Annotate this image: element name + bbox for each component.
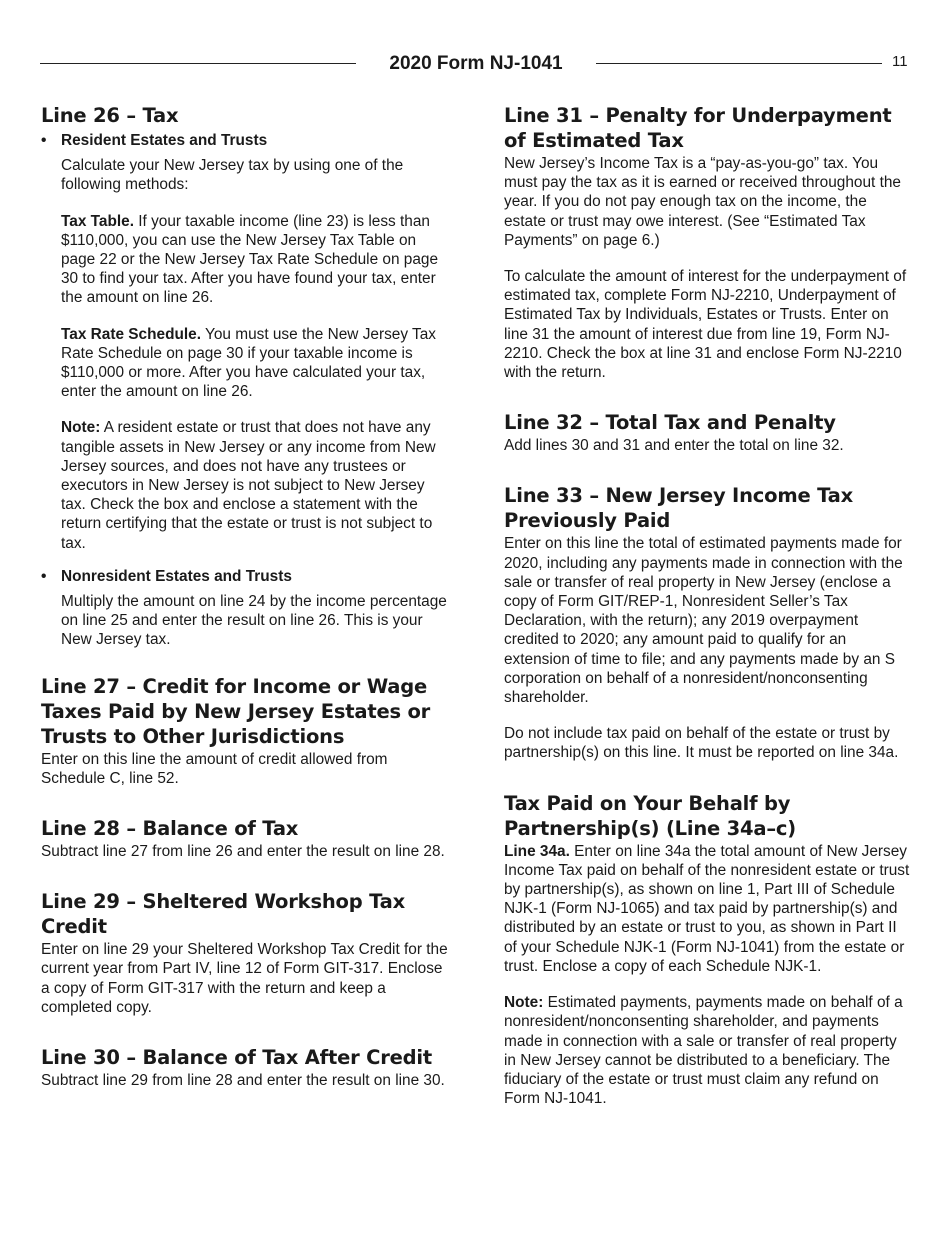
section-line-26 — [41, 103, 449, 650]
line-31-heading: Line 31 – Penalty for Underpayment of Estimated Tax — [504, 104, 892, 152]
tax-rate-label: Tax Rate Schedule. — [61, 325, 201, 343]
line-33-paragraph-2: Do not include tax paid on behalf of the estate or trust by partnership(s) on this line. It must be reported on line 34a. — [504, 725, 899, 762]
section-line-28 — [41, 816, 449, 861]
line-31-paragraph-1: New Jersey’s Income Tax is a “pay-as-you-go” tax. You must pay the tax as it is earned or received throughout the year. If you do not pay enough tax on the income, the estate or trust may owe interest. (See “Estimated Tax Payments” on page 6.) — [504, 155, 901, 249]
tax-table-label: Tax Table. — [61, 212, 134, 230]
note-text: A resident estate or trust that does not have any tangible assets in New Jersey or any income from New Jersey sources, and does not have any trustees or executors in New Jersey is not subject to New Jersey tax. Check the box and enclose a statement with the return certifying that the estate or trust is not subject to tax. — [61, 419, 436, 552]
header-rule-right — [596, 63, 882, 64]
page-header — [0, 52, 950, 80]
page-number: 11 — [892, 53, 908, 70]
line-31-paragraph-2: To calculate the amount of interest for the underpayment of estimated tax, complete Form NJ-2210, Underpayment of Estimated Tax by Individuals, Estates or Trusts. Enter on line 31 the amount of interest due from line 19, Form NJ-2210. Check the box at line 31 and enclose Form NJ-2210 with the return. — [504, 268, 907, 382]
right-column — [504, 103, 912, 1136]
line-33-heading: Line 33 – New Jersey Income Tax Previously Paid — [504, 484, 853, 533]
resident-note-paragraph — [61, 418, 449, 552]
note-label: Note: — [61, 419, 101, 437]
nonresident-estates-title: Nonresident Estates and Trusts — [61, 567, 292, 585]
line-34a-text: Enter on line 34a the total amount of New Jersey Income Tax paid on behalf of the nonresident estate or trust by partnership(s), as shown on line 1, Part III of Schedule NJK-1 (Form NJ-1065) and tax paid by partnership(s) and distributed by an estate or trust to you, as shown in Part II of your Schedule NJK-1 (Form NJ-1041) from the estate or trust. Enclose a copy of each Schedule NJK-1. — [504, 842, 910, 975]
resident-intro: Calculate your New Jersey tax by using one of the following methods: — [61, 157, 404, 194]
resident-estates-title: Resident Estates and Trusts — [61, 132, 268, 149]
line-34a-paragraph — [504, 842, 912, 976]
nonresident-text: Multiply the amount on line 24 by the income percentage on line 25 and enter the result on line 26. This is your New Jersey tax. — [61, 593, 447, 649]
line-32-heading: Line 32 – Total Tax and Penalty — [504, 411, 836, 435]
line-26-heading: Line 26 – Tax — [41, 104, 179, 127]
line-34a-label: Line 34a. — [504, 842, 570, 860]
section-line-34 — [504, 791, 912, 1109]
tax-table-text: If your taxable income (line 23) is less than $110,000, you can use the New Jersey Tax Table on page 22 or the New Jersey Tax Rate Schedule on page 30 to find your tax. After you have found your tax, enter the amount on line 26. — [61, 212, 439, 307]
nonresident-estates-bullet — [41, 567, 449, 650]
section-line-32 — [504, 410, 912, 455]
line-33-paragraph-1: Enter on this line the total of estimated payments made for 2020, including any payments made in connection with the sale or transfer of real property in New Jersey (enclose a copy of Form GIT/REP-1, Nonresident Seller’s Tax Declaration, with the return); any 2019 overpayment credited to 2020; any amount paid to qualify for an extension of time to file; and any payments made by an S corporation on behalf of a nonresident/nonconsenting shareholder. — [504, 535, 903, 707]
bullet-icon: • — [41, 132, 47, 149]
header-rule-left — [40, 63, 356, 64]
tax-rate-text: You must use the New Jersey Tax Rate Schedule on page 30 if your taxable income is $110,000 or more. After you have calculated your tax, enter the amount on line 26. — [61, 325, 436, 401]
section-line-31 — [504, 103, 912, 382]
section-line-33 — [504, 483, 912, 762]
line-32-text: Add lines 30 and 31 and enter the total on line 32. — [504, 437, 844, 455]
left-column — [41, 103, 449, 1118]
tax-rate-paragraph — [61, 325, 449, 402]
line-29-heading: Line 29 – Sheltered Workshop Tax Credit — [41, 890, 405, 939]
line-27-text: Enter on this line the amount of credit allowed from Schedule C, line 52. — [41, 750, 388, 787]
section-line-30 — [41, 1045, 449, 1090]
line-28-text: Subtract line 27 from line 26 and enter the result on line 28. — [41, 843, 445, 861]
page-title: 2020 Form NJ-1041 — [389, 53, 563, 74]
line-34-note-text: Estimated payments, payments made on behalf of a nonresident/nonconsenting shareholder, and payments made in connection with a sale or transfer of real property in New Jersey cannot be distributed to a beneficiary. The fiduciary of the estate or trust must claim any refund on Form NJ-1041. — [504, 994, 903, 1108]
resident-estates-bullet — [41, 131, 449, 553]
line-30-text: Subtract line 29 from line 28 and enter the result on line 30. — [41, 1072, 445, 1090]
line-27-heading: Line 27 – Credit for Income or Wage Taxes Paid by New Jersey Estates or Trusts to Other Jurisdictions — [41, 674, 431, 748]
line-29-text: Enter on line 29 your Sheltered Workshop Tax Credit for the current year from Part IV, line 12 of Form GIT-317. Enclose a copy of Form GIT-317 with the return and keep a completed copy. — [41, 941, 448, 1016]
section-line-27 — [41, 674, 449, 788]
line-34-note-paragraph — [504, 993, 912, 1108]
line-28-heading: Line 28 – Balance of Tax — [41, 817, 299, 841]
section-line-29 — [41, 889, 449, 1017]
line-34-heading: Tax Paid on Your Behalf by Partnership(s) (Line 34a–c) — [504, 791, 796, 840]
line-34-note-label: Note: — [504, 994, 544, 1012]
line-30-heading: Line 30 – Balance of Tax After Credit — [41, 1046, 433, 1070]
tax-table-paragraph — [61, 212, 449, 308]
bullet-icon: • — [41, 567, 47, 585]
